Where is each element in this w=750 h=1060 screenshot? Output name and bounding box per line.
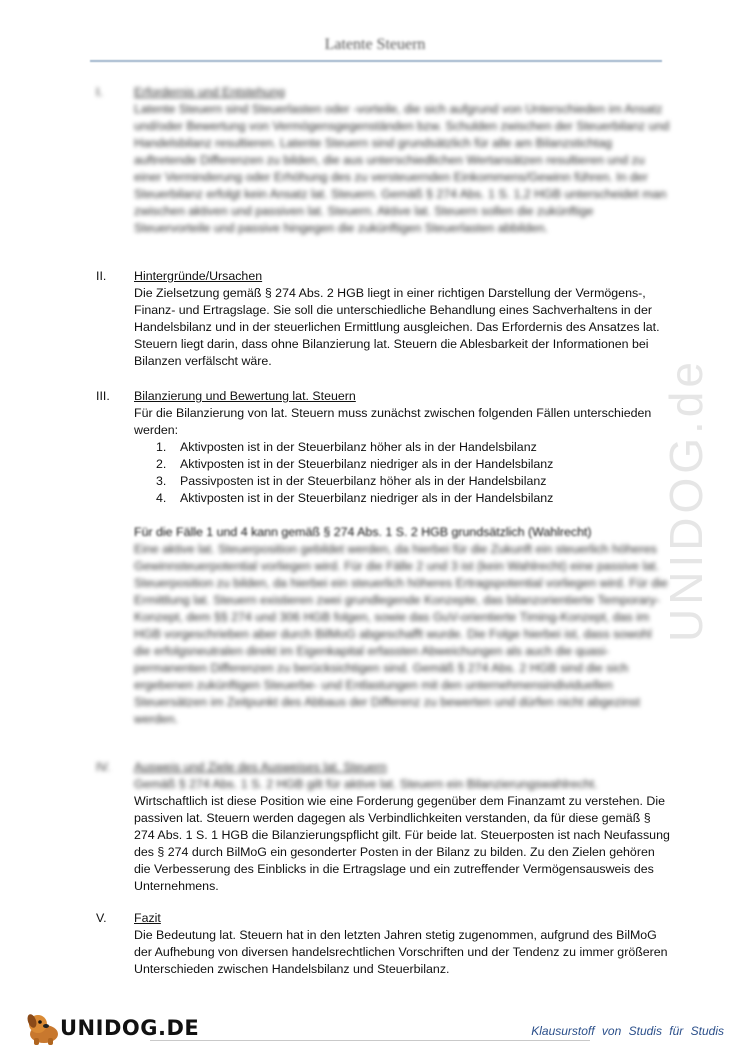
list-item [134,439,671,456]
section-3 [96,388,671,728]
section-content [134,84,671,237]
section-numeral: V. [96,911,107,925]
section-5 [96,910,671,978]
section-numeral: III. [96,389,110,403]
section-transition: Für die Fälle 1 und 4 kann gemäß § 274 Abs. 1 S. 2 HGB grundsätzlich (Wahlrecht) [134,525,592,539]
section-body-blurred: Eine aktive lat. Steuerposition gebildet werden, da hierbei für die Zukunft ein steuerlich höheres Gewinnsteuerpotential vorliegen wird. Für die Fälle 2 und 3 ist (kein Wahlrecht) eine passive lat. Steuerposition zu bilden, da hierbei ein steuerlich höheres Ertragspotential vorliegen wird. Für die Ermittlung lat. Steuern existieren zwei grundlegende Konzepte, das bilanzorientierte Temporary-Konzept, dem §§ 274 und 306 HGB folgen, sowie das GuV-orientierte Timing-Konzept, das im HGB vorgeschrieben aber durch BilMoG abgeschafft wurde. Die Folge hierbei ist, dass sowohl die erfolgsneutralen direkt im Eigenkapital erfassten Abweichungen als auch die quasi-permanenten Differenzen zu berücksichtigen sind. Gemäß § 274 Abs. 2 HGB sind die sich ergebenen zukünftigen Steuerbe- und Entlastungen mit den unternehmensindividuellen Steuersätzen im Zeitpunkt des Abbaus der Differenz zu bewerten und dürfen nicht abgezinst werden. [134,542,668,726]
section-numeral: II. [96,269,107,283]
title-divider [90,60,662,62]
section-1 [96,84,671,237]
section-content [134,910,671,978]
watermark [634,270,744,730]
section-content [134,388,671,728]
section-body: Die Zielsetzung gemäß § 274 Abs. 2 HGB liegt in einer richtigen Darstellung der Vermögens-, Finanz- und Ertragslage. Sie soll die unterschiedliche Behandlung eines Sachverhaltens in der Handelsbilanz und in der steuerlichen Ermittlung ausgleichen. Das Erfordernis des Ansatzes lat. Steuern liegt darin, dass ohne Bilanzierung lat. Steuern die Ablesbarkeit der Informationen bei Bilanzen verfälscht wäre. [134,286,660,368]
footer-divider [150,1040,590,1041]
section-content [134,759,671,895]
list-number: 4. [156,491,167,505]
section-heading: Erfordernis und Entstehung [134,85,285,99]
list-text: Passivposten ist in der Steuerbilanz höher als in der Handelsbilanz [180,474,547,488]
page-title: Latente Steuern [324,36,426,53]
list-number: 1. [156,440,167,454]
section-body: Latente Steuern sind Steuerlasten oder -vorteile, die sich aufgrund von Unterschieden im Ansatz und/oder Bewertung von Vermögensgegenständen bzw. Schulden zwischen der Steuerbilanz und Handelsbilanz resultieren. Latente Steuern sind grundsätzlich für alle am Bilanzstichtag auftretende Differenzen zu bilden, die aus unterschiedlichen Wertansätzen resultieren und zu einer Verminderung oder Erhöhung des zu versteuernden Einkommens/Gewinn führen. In der Steuerbilanz erfolgt kein Ansatz lat. Steuern. Gemäß § 274 Abs. 1 S. 1,2 HGB unterscheidet man zwischen aktiven und passiven lat. Steuern. Aktive lat. Steuern sollen die zukünftige Steuervorteile und passive hingegen die zukünftigen Steuerlasten abbilden. [134,102,670,235]
list-item [134,473,671,490]
logo-text: UNIDOG.DE [60,1016,200,1040]
list-number: 2. [156,457,167,471]
footer-tagline: Klausurstoff von Studis für Studis [531,1024,724,1038]
section-numeral: I. [96,85,103,99]
section-4 [96,759,671,895]
section-body-blurred: Gemäß § 274 Abs. 1 S. 2 HGB gilt für aktive lat. Steuern ein Bilanzierungswahlrecht. [134,777,598,791]
section-body: Die Bedeutung lat. Steuern hat in den letzten Jahren stetig zugenommen, aufgrund des BilMoG der Aufhebung von diversen handelsrechtlichen Vorschriften und der Tendenz zu immer größeren Unterschieden zwischen Handelsbilanz und Steuerbilanz. [134,928,668,976]
list-item [134,456,671,473]
section-content [134,268,671,370]
section-intro: Für die Bilanzierung von lat. Steuern muss zunächst zwischen folgenden Fällen unterschieden werden: [134,406,652,437]
section-2 [96,268,671,370]
watermark-text: UNIDOG.de [660,358,712,642]
list-text: Aktivposten ist in der Steuerbilanz niedriger als in der Handelsbilanz [180,491,554,505]
section-heading: Ausweis und Ziele des Ausweises lat. Steuern [134,760,387,774]
list-text: Aktivposten ist in der Steuerbilanz niedriger als in der Handelsbilanz [180,457,554,471]
list-text: Aktivposten ist in der Steuerbilanz höher als in der Handelsbilanz [180,440,537,454]
case-list [134,439,671,507]
section-numeral: IV. [96,760,111,774]
list-number: 3. [156,474,167,488]
list-item [134,490,671,507]
section-body: Wirtschaftlich ist diese Position wie eine Forderung gegenüber dem Finanzamt zu verstehen. Die passiven lat. Steuern werden dagegen als Verbindlichkeiten verstanden, da für diese gemäß § 274 Abs. 1 S. 1 HGB die Bilanzierungspflicht gilt. Für beide lat. Steuerposten ist nach Neufassung des § 274 durch BilMoG ein gesonderter Posten in der Bilanz zu bilden. Zu den Zielen gehören die Verbesserung des Einblicks in die Ertragslage und ein zutreffender Vermögensausweis des Unternehmens. [134,794,670,893]
section-heading: Fazit [134,911,161,925]
section-heading: Bilanzierung und Bewertung lat. Steuern [134,389,356,403]
section-heading: Hintergründe/Ursachen [134,269,263,283]
